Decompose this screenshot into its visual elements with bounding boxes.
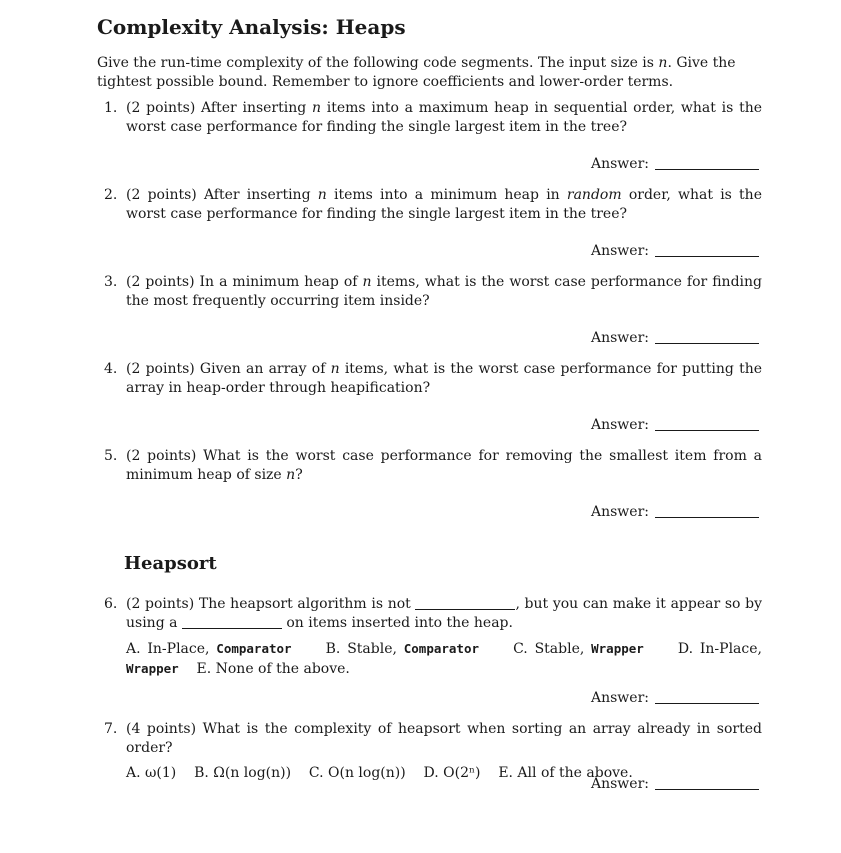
q2-pre: (2 points) After inserting: [126, 187, 318, 203]
fill-blank-1[interactable]: [415, 597, 515, 610]
answer-label: Answer:: [591, 690, 649, 706]
question-text: [126, 447, 762, 485]
q4-var: n: [330, 361, 340, 377]
q1-var: n: [311, 100, 321, 116]
question-1: [104, 99, 762, 137]
question-text: [126, 186, 762, 224]
q2-emph: random: [566, 187, 622, 203]
instructions-var: n: [658, 55, 668, 71]
question-number: 1.: [104, 100, 118, 116]
question-number: 7.: [104, 721, 118, 737]
choice-a-code: Comparator: [216, 641, 292, 656]
question-4: [104, 360, 762, 398]
q5-var: n: [286, 467, 296, 483]
answer-label: Answer:: [591, 243, 649, 259]
answer-label: Answer:: [591, 156, 649, 172]
question-number: 4.: [104, 361, 118, 377]
question-number: 3.: [104, 274, 118, 290]
choice-d-label: D. In-Place,: [677, 641, 762, 657]
answer-label: Answer:: [591, 330, 649, 346]
choice-b-code: Comparator: [403, 641, 480, 656]
q2-post: order, what is the worst case performance for finding the single largest item in the tree?: [126, 187, 762, 222]
answer-blank[interactable]: [655, 157, 759, 170]
q5-post: ?: [295, 467, 303, 483]
page-title: Complexity Analysis: Heaps: [97, 15, 406, 39]
answer-blank[interactable]: [655, 331, 759, 344]
q4-pre: (2 points) Given an array of: [126, 361, 331, 377]
fill-blank-2[interactable]: [182, 616, 282, 629]
answer-choices: [126, 639, 762, 679]
choice-a-label: A. In-Place,: [126, 641, 217, 657]
question-number: 2.: [104, 187, 118, 203]
answer-5: [559, 503, 759, 522]
answer-7: [559, 775, 759, 794]
question-5: [104, 447, 762, 485]
q2-mid: items into a minimum heap in: [326, 187, 567, 203]
answer-3: [559, 329, 759, 348]
choice-a: A. ω(1): [126, 765, 177, 781]
choice-c: C. O(n log(n)): [308, 765, 406, 781]
answer-blank[interactable]: [655, 418, 759, 431]
q6-mid: , but you can make it appear so by using a: [126, 596, 762, 631]
answer-label: Answer:: [591, 417, 649, 433]
q1-pre: (2 points) After inserting: [126, 100, 312, 116]
answer-blank[interactable]: [655, 691, 759, 704]
answer-6: [559, 689, 759, 708]
question-3: [104, 273, 762, 311]
q3-pre: (2 points) In a minimum heap of: [126, 274, 363, 290]
question-number: 6.: [104, 596, 118, 612]
choice-d-code: Wrapper: [126, 661, 179, 676]
answer-2: [559, 242, 759, 261]
q1-post: items into a maximum heap in sequential order, what is the worst case performance for finding the single largest item in the tree?: [126, 100, 763, 135]
choice-e-label: E. None of the above.: [196, 661, 350, 677]
q6-pre: (2 points) The heapsort algorithm is not: [126, 596, 416, 612]
choice-b: B. Ω(n log(n)): [194, 765, 292, 781]
q3-post: items, what is the worst case performance for finding the most frequently occurring item inside?: [126, 274, 762, 309]
q4-post: items, what is the worst case performance for putting the array in heap-order through heapification?: [126, 361, 762, 396]
question-6: [104, 595, 762, 679]
answer-label: Answer:: [591, 504, 649, 520]
q3-var: n: [362, 274, 372, 290]
choice-c-code: Wrapper: [591, 641, 644, 656]
answer-1: [559, 155, 759, 174]
choice-d: D. O(2ⁿ): [423, 765, 481, 781]
question-text: [126, 595, 762, 633]
instructions-text-end: . Give the tightest possible bound. Remember to ignore coefficients and lower-order terms.: [97, 55, 736, 90]
question-text: [126, 273, 762, 311]
choice-b-label: B. Stable,: [325, 641, 404, 657]
question-7: [104, 720, 762, 783]
question-text: [126, 360, 762, 398]
question-number: 5.: [104, 448, 118, 464]
answer-blank[interactable]: [655, 505, 759, 518]
question-text: [126, 99, 762, 137]
q2-var: n: [317, 187, 327, 203]
question-2: [104, 186, 762, 224]
q6-post: on items inserted into the heap.: [281, 615, 513, 631]
answer-4: [559, 416, 759, 435]
choice-c-label: C. Stable,: [513, 641, 592, 657]
answer-label: Answer:: [591, 776, 649, 792]
instructions: [97, 54, 762, 92]
question-text: (4 points) What is the complexity of heapsort when sorting an array already in sorted order?: [126, 721, 762, 756]
instructions-text: Give the run-time complexity of the following code segments. The input size is: [97, 55, 659, 71]
answer-blank[interactable]: [655, 777, 759, 790]
section-heading-heapsort: Heapsort: [124, 553, 217, 574]
q5-pre: (2 points) What is the worst case performance for removing the smallest item from a minimum heap of size: [126, 448, 762, 483]
choice-e: E. All of the above.: [498, 765, 633, 781]
answer-blank[interactable]: [655, 244, 759, 257]
